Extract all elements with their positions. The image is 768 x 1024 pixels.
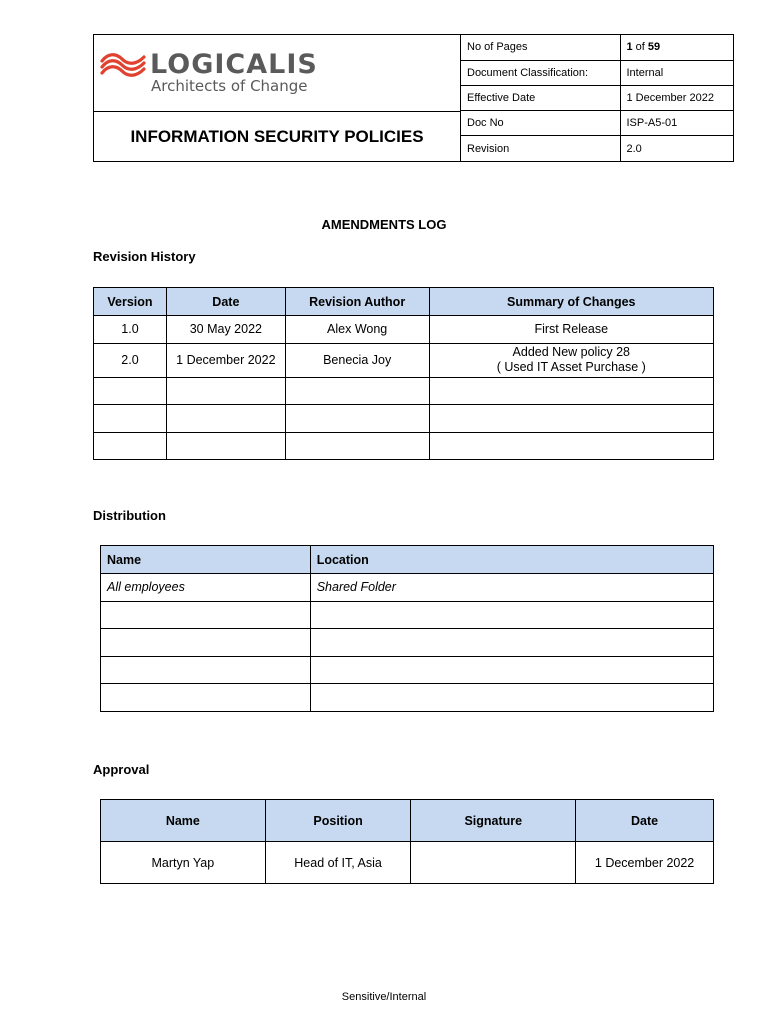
column-header: Name [101, 546, 311, 574]
logo-cell [94, 35, 461, 112]
empty-cell [285, 405, 429, 433]
table-row [101, 656, 714, 684]
meta-label: Document Classification: [461, 60, 620, 85]
revision-history-table [93, 287, 714, 460]
revision-history-heading: Revision History [93, 249, 196, 264]
meta-value: 1 of 59 [620, 35, 733, 60]
name-cell: All employees [101, 574, 311, 602]
table-row [94, 316, 714, 344]
summary-cell [429, 343, 713, 377]
meta-label: Effective Date [461, 85, 620, 110]
empty-cell [101, 656, 311, 684]
signature-cell [411, 842, 576, 884]
empty-cell [310, 656, 713, 684]
table-row [101, 842, 714, 884]
empty-cell [285, 377, 429, 405]
column-header: Position [265, 800, 411, 842]
author-cell: Benecia Joy [285, 343, 429, 377]
name-cell: Martyn Yap [101, 842, 266, 884]
empty-cell [310, 629, 713, 657]
empty-cell [429, 432, 713, 460]
table-header-row [101, 546, 714, 574]
empty-cell [166, 377, 285, 405]
meta-row [461, 85, 733, 110]
date-cell: 1 December 2022 [576, 842, 714, 884]
empty-cell [101, 629, 311, 657]
approval-table [100, 799, 714, 884]
column-header: Signature [411, 800, 576, 842]
meta-label: Revision [461, 136, 620, 161]
meta-value: 1 December 2022 [620, 85, 733, 110]
document-title: INFORMATION SECURITY POLICIES [94, 112, 461, 161]
version-cell: 2.0 [94, 343, 167, 377]
document-meta-table [461, 35, 733, 161]
meta-label: Doc No [461, 111, 620, 136]
column-header: Revision Author [285, 288, 429, 316]
meta-row [461, 111, 733, 136]
table-row [94, 432, 714, 460]
meta-value: 2.0 [620, 136, 733, 161]
table-row [94, 405, 714, 433]
empty-cell [429, 405, 713, 433]
location-cell: Shared Folder [310, 574, 713, 602]
table-row [101, 601, 714, 629]
brand-name: LOGICALIS [150, 49, 318, 80]
table-row [101, 574, 714, 602]
page-footer: Sensitive/Internal [341, 991, 427, 1003]
table-row [101, 684, 714, 712]
empty-cell [94, 432, 167, 460]
column-header: Summary of Changes [429, 288, 713, 316]
empty-cell [166, 432, 285, 460]
empty-cell [101, 684, 311, 712]
empty-cell [94, 377, 167, 405]
meta-value: Internal [620, 60, 733, 85]
column-header: Location [310, 546, 713, 574]
brand-tagline: Architects of Change [151, 77, 308, 95]
meta-row [461, 136, 733, 161]
meta-row [461, 35, 733, 60]
table-row [94, 377, 714, 405]
position-cell: Head of IT, Asia [265, 842, 411, 884]
table-header-row [94, 288, 714, 316]
empty-cell [429, 377, 713, 405]
approval-heading: Approval [93, 762, 150, 777]
distribution-table [100, 545, 714, 712]
empty-cell [94, 405, 167, 433]
column-header: Version [94, 288, 167, 316]
table-header-row [101, 800, 714, 842]
column-header: Date [576, 800, 714, 842]
empty-cell [310, 684, 713, 712]
table-row [101, 629, 714, 657]
meta-value: ISP-A5-01 [620, 111, 733, 136]
meta-label: No of Pages [461, 35, 620, 60]
empty-cell [166, 405, 285, 433]
distribution-heading: Distribution [93, 508, 166, 523]
empty-cell [285, 432, 429, 460]
author-cell: Alex Wong [285, 316, 429, 344]
summary-cell: First Release [429, 316, 713, 344]
date-cell: 30 May 2022 [166, 316, 285, 344]
date-cell: 1 December 2022 [166, 343, 285, 377]
summary-line: ( Used IT Asset Purchase ) [496, 360, 646, 374]
version-cell: 1.0 [94, 316, 167, 344]
empty-cell [310, 601, 713, 629]
amendments-log-title: AMENDMENTS LOG [321, 217, 447, 232]
empty-cell [101, 601, 311, 629]
table-row [94, 343, 714, 377]
meta-row [461, 60, 733, 85]
column-header: Name [101, 800, 266, 842]
column-header: Date [166, 288, 285, 316]
summary-line: Added New policy 28 [512, 345, 630, 359]
logicalis-logo-icon [100, 53, 146, 77]
document-header [93, 34, 734, 162]
